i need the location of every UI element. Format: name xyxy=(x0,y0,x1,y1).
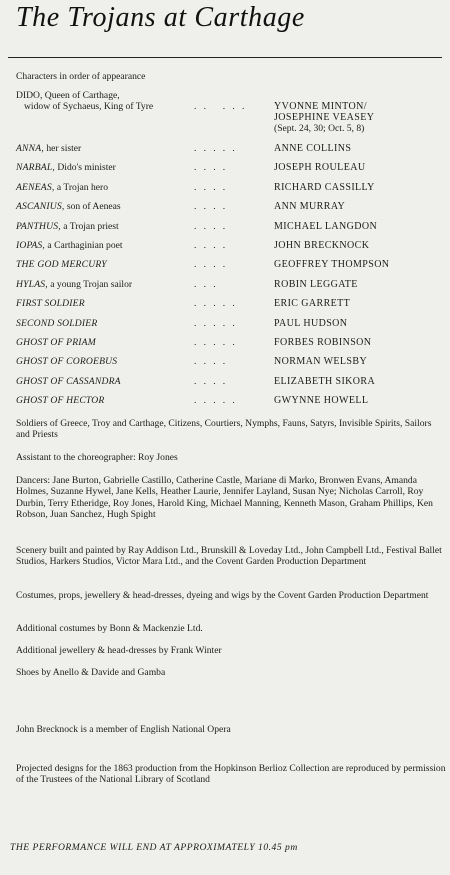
cast-role-name: ANNA, xyxy=(16,143,44,154)
cast-role-name: NARBAL, xyxy=(16,162,55,174)
cast-role-desc: a Trojan hero xyxy=(54,181,108,193)
cast-row xyxy=(16,376,442,392)
cast-role xyxy=(16,279,132,290)
cast-role-name: FIRST SOLDIER xyxy=(16,298,85,310)
cast-row-dido xyxy=(16,90,442,136)
cast-leader-dots: . . . . xyxy=(194,201,226,213)
cast-actor: FORBES ROBINSON xyxy=(274,337,372,348)
cast-leader-dots: . . . . xyxy=(194,259,226,271)
cast-role xyxy=(16,143,81,154)
cast-row xyxy=(16,240,442,256)
additional-jewellery-paragraph: Additional jewellery & head-dresses by Frank Winter xyxy=(16,645,222,656)
cast-role xyxy=(16,259,107,270)
cast-role-name: SECOND SOLDIER xyxy=(16,317,98,329)
cast-leader-dots: . . . . xyxy=(194,181,226,193)
cast-row xyxy=(16,182,442,198)
cast-actor: ROBIN LEGGATE xyxy=(274,278,358,290)
cast-leader-dots: . . . . xyxy=(194,356,226,368)
cast-leader-dots: . . . xyxy=(194,278,216,290)
dancers-paragraph: Dancers: Jane Burton, Gabrielle Castillo, Catherine Castle, Mariane di Marko, Bronwen Evans, Amanda Holmes, Suzanne Hywel, Jane Kells, Heather Laurie, Jennifer Layland, Susan Nye; Nicholas Carroll, Roy Durbin, Terry Etheridge, Roy Jones, Harold King, Michael Manning, Kenneth Mason, Graham Phillips, Ken Robson, Juan Sanchez, Hugh Spight xyxy=(16,475,433,521)
cast-role-desc: son of Aeneas xyxy=(64,201,121,213)
scenery-paragraph: Scenery built and painted by Ray Addison Ltd., Brunskill & Loveday Ltd., John Campbell Ltd., Festival Ballet Studios, Harkers Studios, Victor Mara Ltd., and the Covent Garden Production Department xyxy=(16,545,442,568)
cast-actor: NORMAN WELSBY xyxy=(274,356,368,368)
cast-role xyxy=(16,182,108,193)
cast-role-desc: her sister xyxy=(43,143,82,154)
cast-actor: ANNE COLLINS xyxy=(274,143,352,154)
eno-paragraph: John Brecknock is a member of English National Opera xyxy=(16,724,231,735)
cast-row xyxy=(16,318,442,334)
cast-actor: RICHARD CASSILLY xyxy=(274,181,375,193)
dido-actor-1: YVONNE MINTON/ xyxy=(274,101,367,112)
cast-role xyxy=(16,298,85,309)
cast-row xyxy=(16,259,442,275)
cast-role xyxy=(16,221,119,232)
additional-costumes-paragraph: Additional costumes by Bonn & Mackenzie Ltd. xyxy=(16,623,203,634)
dido-role-desc-1: Queen of Carthage, xyxy=(42,90,120,101)
cast-role-name: HYLAS, xyxy=(16,278,48,290)
cast-leader-dots: . . . . . xyxy=(194,143,235,154)
assistant-paragraph: Assistant to the choreographer: Roy Jones xyxy=(16,452,178,463)
cast-role xyxy=(16,201,121,212)
cast-role xyxy=(16,356,117,367)
cast-row xyxy=(16,337,442,353)
dido-actor-note: (Sept. 24, 30; Oct. 5, 8) xyxy=(274,123,365,134)
cast-actor: GEOFFREY THOMPSON xyxy=(274,259,390,271)
cast-actor: JOHN BRECKNOCK xyxy=(274,240,370,251)
cast-row xyxy=(16,279,442,295)
cast-role xyxy=(16,162,116,173)
dido-role-line-1 xyxy=(16,90,120,101)
cast-actor: JOSEPH ROULEAU xyxy=(274,162,366,174)
cast-role-desc: a Carthaginian poet xyxy=(45,240,123,251)
dido-role-name: DIDO, xyxy=(16,90,43,101)
cast-role xyxy=(16,376,121,387)
cast-actor: ELIZABETH SIKORA xyxy=(274,375,376,387)
cast-role-name: GHOST OF CASSANDRA xyxy=(16,375,121,387)
cast-role-name: AENEAS, xyxy=(16,181,55,193)
cast-role-name: IOPAS, xyxy=(16,240,46,251)
cast-role-desc: Dido's minister xyxy=(54,162,116,174)
projected-paragraph: Projected designs for the 1863 production from the Hopkinson Berlioz Collection are reproduced by permission of the Trustees of the National Library of Scotland xyxy=(16,763,446,786)
cast-actor: PAUL HUDSON xyxy=(274,317,348,329)
shoes-paragraph: Shoes by Anello & Davide and Gamba xyxy=(16,667,166,678)
page-title: The Trojans at Carthage xyxy=(16,2,305,33)
cast-leader-dots: . . . . xyxy=(194,240,226,251)
cast-role xyxy=(16,337,96,348)
cast-role-name: GHOST OF PRIAM xyxy=(16,337,96,348)
cast-role xyxy=(16,395,104,406)
cast-role-name: GHOST OF HECTOR xyxy=(16,395,105,407)
cast-row xyxy=(16,201,442,217)
soldiers-paragraph: Soldiers of Greece, Troy and Carthage, Citizens, Courtiers, Nymphs, Fauns, Satyrs, Invisible Spirits, Sailors and Priests xyxy=(16,418,432,441)
cast-row xyxy=(16,162,442,178)
dido-role-desc-2: widow of Sychaeus, King of Tyre xyxy=(24,101,154,112)
cast-leader-dots: . . . . xyxy=(194,162,226,174)
cast-row xyxy=(16,143,442,159)
cast-heading: Characters in order of appearance xyxy=(16,71,146,82)
costumes-paragraph: Costumes, props, jewellery & head-dresses, dyeing and wigs by the Covent Garden Production Department xyxy=(16,590,429,601)
cast-actor: ANN MURRAY xyxy=(274,201,346,213)
cast-role-name: ASCANIUS, xyxy=(16,201,65,213)
dido-leader-dots: . . . . . xyxy=(194,101,245,112)
cast-role xyxy=(16,318,97,329)
cast-role-name: GHOST OF COROEBUS xyxy=(16,356,118,368)
cast-leader-dots: . . . . xyxy=(194,375,226,387)
cast-row xyxy=(16,298,442,314)
cast-row xyxy=(16,221,442,237)
cast-leader-dots: . . . . . xyxy=(194,317,235,329)
title-rule xyxy=(8,57,442,58)
cast-role-desc: a young Trojan sailor xyxy=(47,278,133,290)
performance-end-note: THE PERFORMANCE WILL END AT APPROXIMATELY 10.45 pm xyxy=(10,842,298,853)
cast-row xyxy=(16,395,442,411)
cast-leader-dots: . . . . xyxy=(194,220,226,232)
cast-row xyxy=(16,356,442,372)
cast-actor: GWYNNE HOWELL xyxy=(274,395,369,407)
cast-role-desc: a Trojan priest xyxy=(60,220,119,232)
cast-leader-dots: . . . . . xyxy=(194,337,235,348)
cast-role xyxy=(16,240,123,251)
dido-actor-2: JOSEPHINE VEASEY xyxy=(274,112,375,123)
cast-leader-dots: . . . . . xyxy=(194,298,235,310)
cast-actor: ERIC GARRETT xyxy=(274,298,351,310)
cast-leader-dots: . . . . . xyxy=(194,395,235,407)
cast-role-name: PANTHUS, xyxy=(16,220,61,232)
cast-role-name: THE GOD MERCURY xyxy=(16,259,107,271)
cast-actor: MICHAEL LANGDON xyxy=(274,220,378,232)
